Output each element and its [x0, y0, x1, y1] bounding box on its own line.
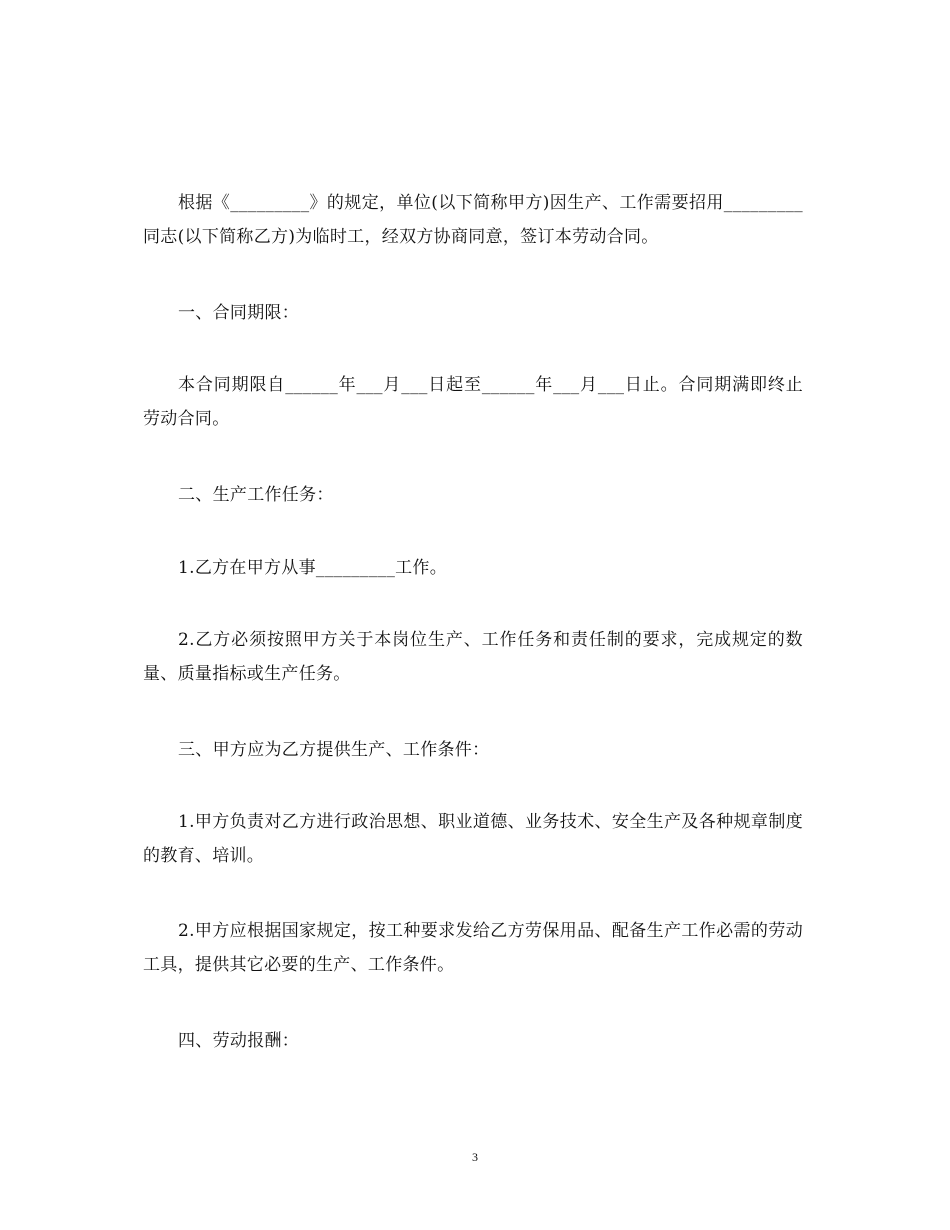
heading-remuneration: 四、劳动报酬：: [178, 1031, 300, 1051]
heading-work-conditions: 三、甲方应为乙方提供生产、工作条件：: [178, 740, 490, 760]
page-number: 3: [472, 1150, 478, 1164]
paragraph-contract-term: 本合同期限自______年___月___日起至______年___月___日止。合同期满即终止劳动合同。: [143, 375, 803, 429]
paragraph-task-1: 1.乙方在甲方从事_________工作。: [178, 558, 448, 578]
paragraph-task-2: 2.乙方必须按照甲方关于本岗位生产、工作任务和责任制的要求，完成规定的数量、质量指标或生产任务。: [143, 630, 803, 684]
paragraph-condition-2: 2.甲方应根据国家规定，按工种要求发给乙方劳保用品、配备生产工作必需的劳动工具，提供其它必要的生产、工作条件。: [143, 921, 803, 975]
paragraph-condition-1: 1.甲方负责对乙方进行政治思想、职业道德、业务技术、安全生产及各种规章制度的教育、培训。: [143, 812, 803, 866]
heading-contract-term: 一、合同期限：: [178, 303, 300, 323]
paragraph-intro: 根据《_________》的规定，单位(以下简称甲方)因生产、工作需要招用_________同志(以下简称乙方)为临时工，经双方协商同意，签订本劳动合同。: [143, 193, 803, 247]
heading-work-tasks: 二、生产工作任务：: [178, 485, 334, 505]
